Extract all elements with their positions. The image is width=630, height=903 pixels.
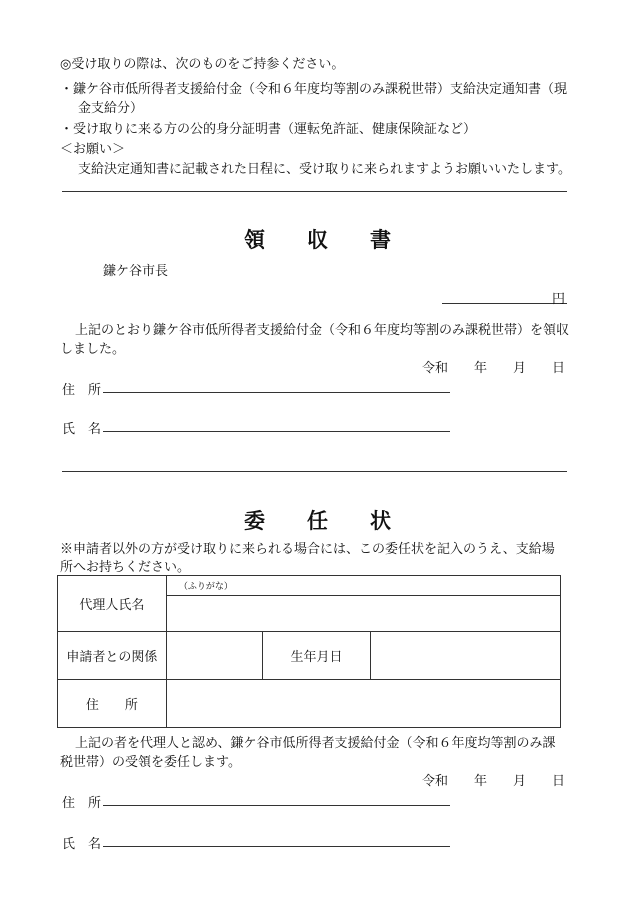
receipt-address-label: 住 所 (62, 383, 102, 398)
receipt-title: 領 収 書 (244, 227, 391, 252)
agent-name-label: 代理人氏名 (58, 576, 167, 632)
relation-label: 申請者との関係 (58, 632, 167, 680)
proxy-body: 上記の者を代理人と認め、鎌ケ谷市低所得者支援給付金（令和６年度均等割のみ課 (75, 736, 556, 751)
proxy-address-field[interactable] (103, 805, 450, 806)
section-divider (62, 191, 567, 192)
birthdate-label: 生年月日 (262, 632, 371, 680)
notice-item-notification: ・鎌ケ谷市低所得者支援給付金（令和６年度均等割のみ課税世帯）支給決定通知書（現 (60, 82, 568, 97)
relation-field[interactable] (166, 632, 262, 680)
proxy-name-label: 氏 名 (62, 837, 102, 852)
yen-unit: 円 (552, 292, 566, 307)
proxy-date: 令和 年 月 日 (422, 774, 566, 789)
amount-line[interactable] (442, 303, 567, 304)
receipt-name-label: 氏 名 (62, 422, 102, 437)
notice-item-notification-cont: 金支給分） (78, 101, 144, 116)
agent-name-field[interactable] (166, 596, 560, 632)
proxy-name-field[interactable] (103, 846, 450, 847)
proxy-title: 委 任 状 (244, 508, 391, 533)
furigana-label: （ふりがな） (178, 582, 233, 592)
section-divider (62, 471, 567, 472)
furigana-field[interactable] (166, 576, 560, 596)
agent-address-label: 住 所 (58, 680, 167, 728)
proxy-note: ※申請者以外の方が受け取りに来られる場合には、この委任状を記入のうえ、支給場 (60, 542, 555, 557)
receipt-body-cont: しました。 (60, 342, 126, 357)
receipt-name-field[interactable] (103, 431, 450, 432)
notice-intro: ◎受け取りの際は、次のものをご持参ください。 (60, 57, 345, 72)
receipt-body: 上記のとおり鎌ケ谷市低所得者支援給付金（令和６年度均等割のみ課税世帯）を領収 (75, 323, 570, 338)
receipt-address-field[interactable] (103, 392, 450, 393)
request-text: 支給決定通知書に記載された日程に、受け取りに来られますようお願いいたします。 (78, 162, 571, 177)
agent-address-field[interactable] (166, 680, 560, 728)
proxy-body-cont: 税世帯）の受領を委任します。 (60, 755, 241, 770)
notice-item-id: ・受け取りに来る方の公的身分証明書（運転免許証、健康保険証など） (60, 122, 477, 137)
proxy-address-label: 住 所 (62, 796, 102, 811)
proxy-form-table (57, 575, 561, 728)
receipt-addressee: 鎌ケ谷市長 (103, 264, 169, 279)
receipt-date: 令和 年 月 日 (422, 361, 566, 376)
birthdate-field[interactable] (371, 632, 561, 680)
proxy-note-cont: 所へお持ちください。 (60, 560, 191, 575)
request-label: ＜お願い＞ (60, 142, 126, 157)
